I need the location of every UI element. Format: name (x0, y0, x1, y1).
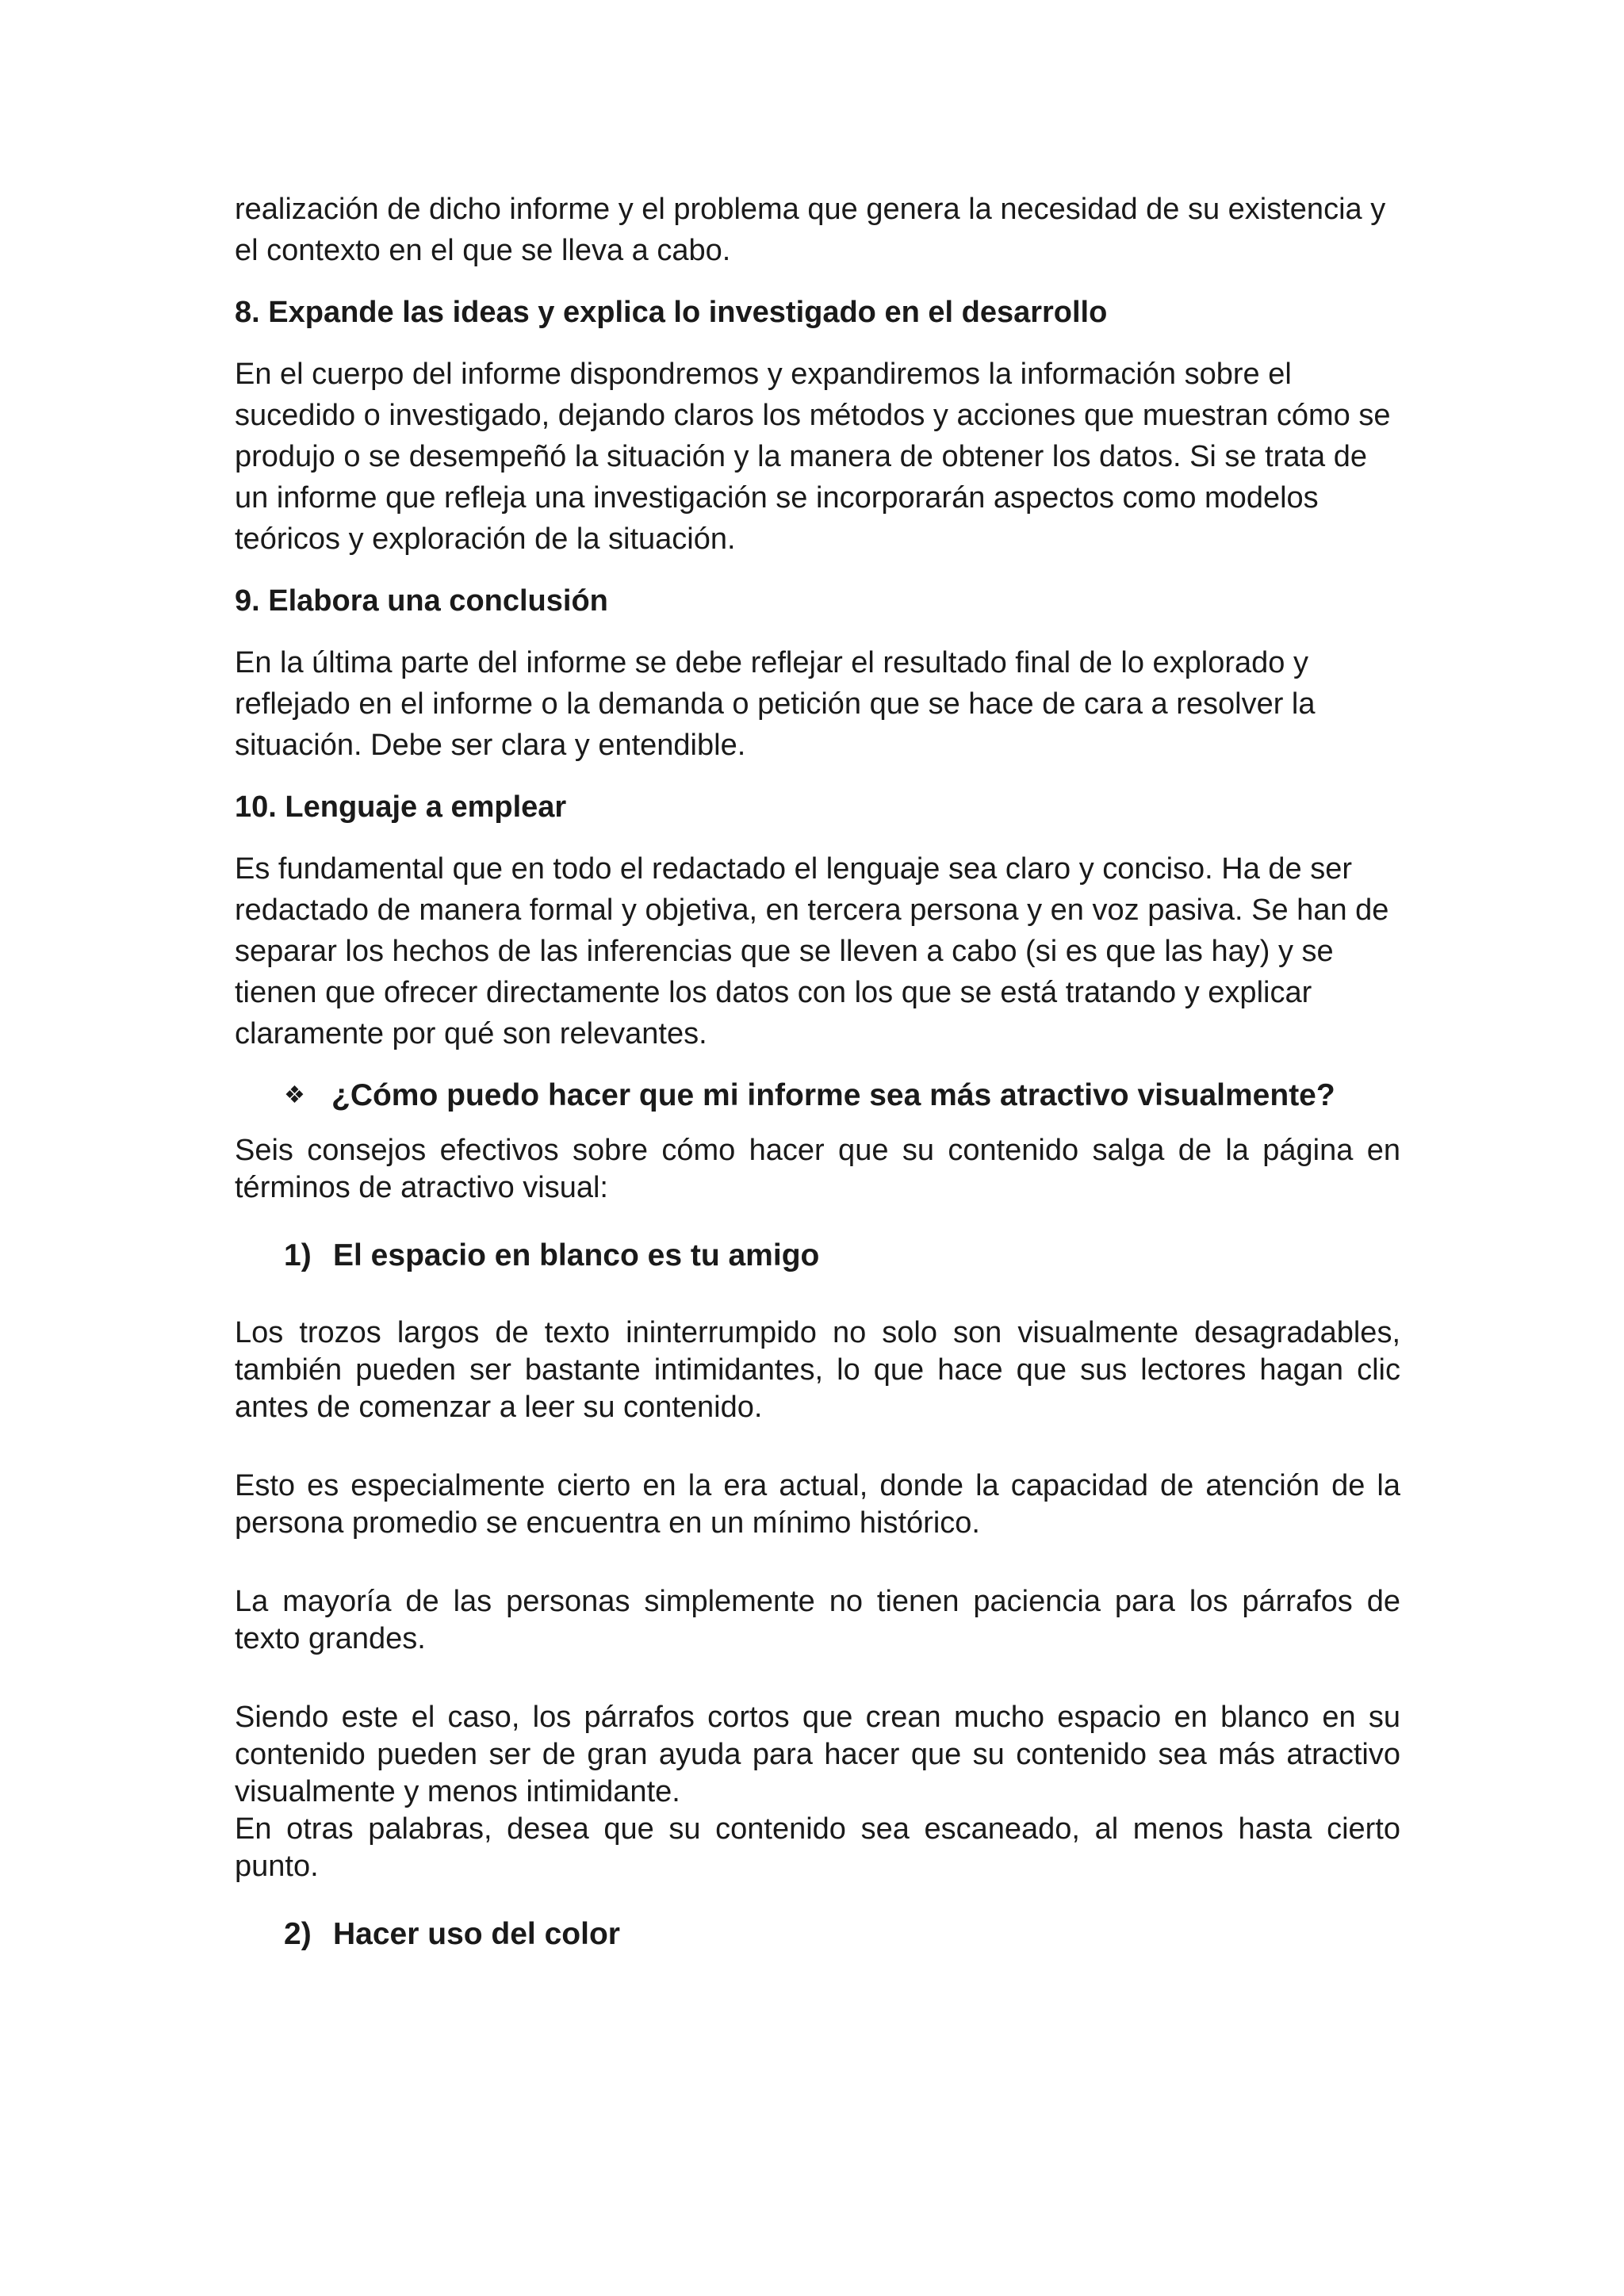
paragraph-six-tips: Seis consejos efectivos sobre cómo hacer que su contenido salga de la página en términos de atractivo visual: (235, 1134, 1400, 1204)
paragraph-attention: Esto es especialmente cierto en la era actual, donde la capacidad de atención de la persona promedio se encuentra en un mínimo histórico. (235, 1469, 1400, 1540)
tip-2-number: 2) (284, 1917, 312, 1951)
heading-section-9: 9. Elabora una conclusión (235, 584, 608, 618)
paragraph-intro-continuation: realización de dicho informe y el problema que genera la necesidad de su existencia y el contexto en el que se lleva a cabo. (235, 193, 1386, 267)
tip-1-number: 1) (284, 1238, 312, 1272)
paragraph-development: En el cuerpo del informe dispondremos y expandiremos la información sobre el sucedido o investigado, dejando claros los métodos y acciones que muestran cómo se produjo o se desempeñó la situación y la manera de obtener los datos. Si se trata de un informe que refleja una investigación se incorporarán aspectos como modelos teóricos y exploración de la situación. (235, 358, 1391, 556)
paragraph-short-paragraphs: Siendo este el caso, los párrafos cortos que crean mucho espacio en blanco en su contenido pueden ser de gran ayuda para hacer que su contenido sea más atractivo visualmente y menos intimidante. (235, 1701, 1400, 1808)
paragraph-conclusion: En la última parte del informe se debe reflejar el resultado final de lo explorado y reflejado en el informe o la demanda o petición que se hace de cara a resolver la situación. Debe ser clara y entendible. (235, 646, 1316, 762)
question-text: ¿Cómo puedo hacer que mi informe sea más atractivo visualmente? (331, 1078, 1335, 1112)
tip-1-title: El espacio en blanco es tu amigo (333, 1238, 820, 1272)
diamond-bullet-icon: ❖ (284, 1082, 305, 1108)
heading-section-8: 8. Expande las ideas y explica lo investigado en el desarrollo (235, 296, 1108, 329)
document-body (235, 189, 1400, 1993)
heading-section-10: 10. Lenguaje a emplear (235, 790, 567, 824)
paragraph-patience: La mayoría de las personas simplemente no tienen paciencia para los párrafos de texto grandes. (235, 1585, 1400, 1655)
tip-1-heading (284, 1235, 1400, 1276)
paragraph-long-text: Los trozos largos de texto ininterrumpido no solo son visualmente desagradables, también pueden ser bastante intimidantes, lo que hace que sus lectores hagan clic antes de comenzar a leer su contenido. (235, 1316, 1400, 1424)
tip-2-title: Hacer uso del color (333, 1917, 620, 1951)
tip-2-heading (284, 1914, 1400, 1955)
paragraph-scanned: En otras palabras, desea que su contenido sea escaneado, al menos hasta cierto punto. (235, 1812, 1400, 1883)
question-heading (284, 1075, 1400, 1116)
paragraph-language: Es fundamental que en todo el redactado el lenguaje sea claro y conciso. Ha de ser redactado de manera formal y objetiva, en tercera persona y en voz pasiva. Se han de separar los hechos de las inferencias que se lleven a cabo (si es que las hay) y se tienen que ofrecer directamente los datos con los que se está tratando y explicar claramente por qué son relevantes. (235, 852, 1389, 1050)
